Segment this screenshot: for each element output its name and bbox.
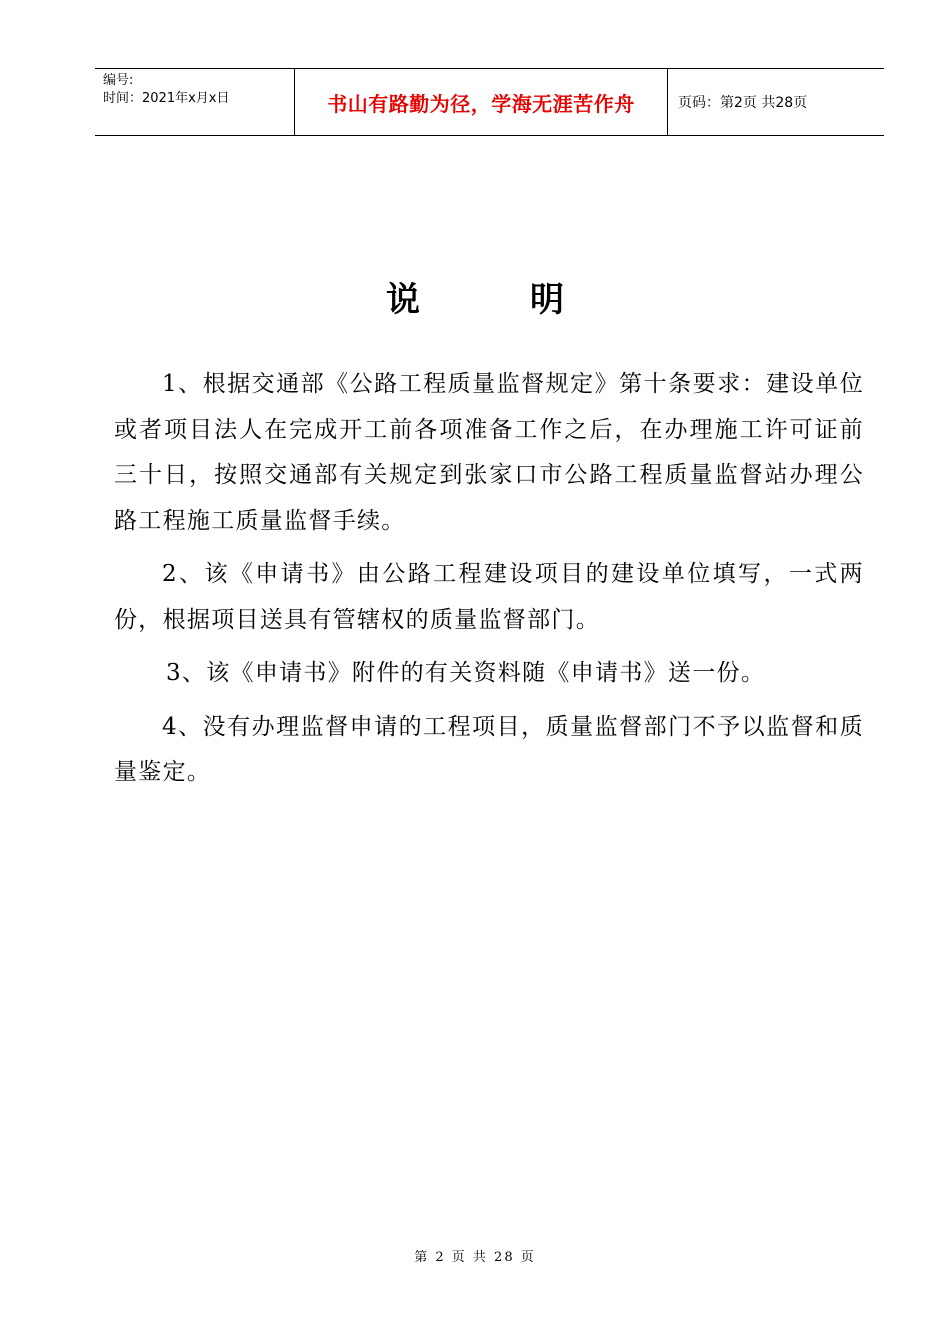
title-char-right: 明 [530, 280, 564, 320]
paragraph-2: 2、该《申请书》由公路工程建设项目的建设单位填写，一式两份，根据项目送具有管辖权的质量监督部门。 [114, 561, 864, 633]
header-meta [95, 69, 295, 135]
title-char-left: 说 [386, 280, 420, 320]
paragraph-4: 4、没有办理监督申请的工程项目，质量监督部门不予以监督和质量鉴定。 [114, 713, 864, 785]
page-header [95, 68, 884, 136]
page-footer: 第 2 页 共 28 页 [414, 1250, 536, 1265]
document-body [114, 362, 864, 804]
header-motto: 书山有路勤为径，学海无涯苦作舟 [295, 69, 668, 135]
header-page-info: 页码：第2页 共28页 [678, 95, 808, 111]
paragraph-1: 1、根据交通部《公路工程质量监督规定》第十条要求：建设单位或者项目法人在完成开工前各项准备工作之后，在办理施工许可证前三十日，按照交通部有关规定到张家口市公路工程质量监督站办理公路工程施工质量监督手续。 [114, 371, 864, 534]
time-label: 时间：2021年x月x日 [103, 91, 230, 106]
serial-label: 编号: [103, 73, 134, 88]
document-title [0, 272, 950, 321]
paragraph-3: 3、该《申请书》附件的有关资料随《申请书》送一份。 [166, 660, 766, 686]
